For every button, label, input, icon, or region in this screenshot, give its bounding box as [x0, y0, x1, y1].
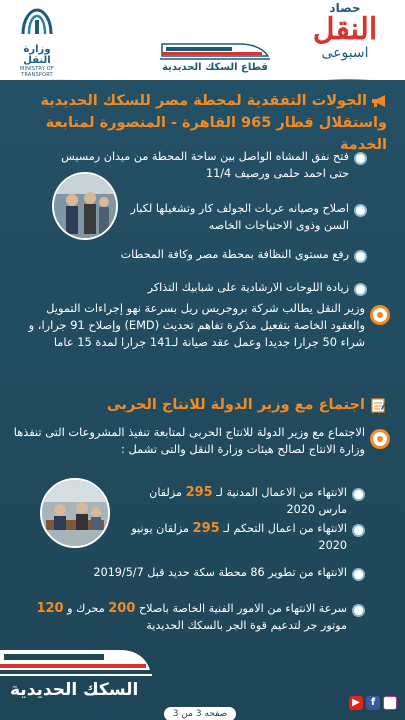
- section2-intro: الاجتماع مع وزير الدولة للانتاج الحربى لمتابعة تنفيذ المشروعات التى تنفذها وزارة الانتاج لصالح هيئات وزارة النقل والتى تشمل :: [13, 425, 365, 456]
- page-indicator: صفحه 3 من 3: [164, 707, 236, 720]
- bullet-dot: [356, 252, 365, 261]
- social-links: [346, 692, 397, 711]
- bullet-dot: [354, 606, 363, 615]
- brand-logo: [295, 2, 395, 68]
- instagram-icon[interactable]: [383, 696, 397, 710]
- notepad-icon: [371, 397, 387, 413]
- section2-item-number: 295: [192, 521, 220, 536]
- section2-item-text: مزلقان مارس 2020: [149, 486, 347, 516]
- section1-item: زيادة اللوحات الارشادية على شبابيك التذاكر: [147, 281, 349, 294]
- facebook-icon[interactable]: f: [366, 696, 380, 710]
- section1-item: فتح نفق المشاه الواصل بين ساحة المحطة من ميدان رمسيس حتى احمد حلمى ورصيف 11/4: [61, 150, 349, 180]
- bullet-ring: [373, 432, 387, 446]
- footer-train-icon: [0, 644, 152, 678]
- brand-bottom: اسبوعى: [321, 45, 369, 61]
- section2-item-text: محرك و: [63, 602, 109, 615]
- photo-station-visit: [52, 172, 118, 240]
- section2-item-text: الانتهاء من اعمال التحكم لـ: [219, 522, 347, 535]
- youtube-icon[interactable]: ▶: [349, 696, 363, 710]
- section1-title: [17, 90, 387, 156]
- megaphone-icon: [371, 94, 387, 108]
- section1-item: اصلاح وصيانه عربات الجولف كار وتشغيلها لكبار السن وذوى الاحتياجات الخاصه: [130, 202, 349, 232]
- bullet-dot: [356, 206, 365, 215]
- section2-item-number: 295: [185, 485, 213, 500]
- section1-main-point: وزير النقل يطالب شركة بروجريس ريل بسرعة نهو إجراءات التمويل والعقود الخاصة بتفعيل مذكرة تفاهم تحديث (EMD) وإصلاح 91 جرارا، و شراء 50 جرارا جديدا وعمل عقد صيانة لـ141 جرارا لمدة 15 عاما: [28, 301, 365, 349]
- footer-label: السكك الحديدية: [10, 680, 139, 700]
- section2-title-text: اجتماع مع وزير الدولة للانتاج الحربى: [106, 397, 365, 413]
- section2-item: [127, 520, 347, 554]
- bullet-dot: [356, 285, 365, 294]
- section2-item-text: موتور جر لتدعيم قوة الجر بالسكك الحديدية: [146, 619, 347, 632]
- ministry-emblem-icon: [17, 6, 57, 38]
- section2-title: [27, 394, 387, 416]
- section2-item-text: سرعة الانتهاء من الامور الفنية الخاصة باصلاح: [135, 602, 347, 615]
- section1-title-line2: واستقلال قطار 965 القاهرة - المنصورة لمتابعة الخدمة: [45, 115, 387, 153]
- bullet-dot: [354, 526, 363, 535]
- footer: [0, 640, 405, 720]
- section2-item-text: الانتهاء من تطوير 86 محطة سكة حديد قبل 2019/5/7: [93, 566, 347, 579]
- sector-label: قطاع السكك الحديدية: [162, 62, 268, 73]
- photo-meeting: [40, 478, 110, 548]
- bullet-ring: [373, 308, 387, 322]
- train-icon: [160, 38, 270, 60]
- bullet-dot: [356, 154, 365, 163]
- section2-item: [22, 600, 347, 634]
- ministry-logo: [14, 6, 60, 78]
- section2-item: [127, 484, 347, 518]
- section2-item-number: 120: [36, 601, 64, 616]
- ministry-name: وزارة النقل: [23, 44, 51, 66]
- brand-main: النقل: [312, 12, 378, 47]
- ministry-en-name: MINISTRY OF TRANSPORT: [19, 66, 55, 78]
- section1-title-line1: الجولات التفقدية لمحطة مصر للسكك الحديدية: [40, 93, 367, 109]
- content-area: [10, 86, 395, 706]
- header: [0, 0, 405, 84]
- section2-item: [27, 564, 347, 581]
- section2-item-text: مزلقان يونيو 2020: [131, 522, 347, 552]
- bullet-dot: [354, 570, 363, 579]
- brand-top: حصاد: [329, 1, 361, 15]
- section2-item-text: الانتهاء من الاعمال المدنية لـ: [212, 486, 347, 499]
- section1-item: رفع مستوى النظافة بمحطة مصر وكافة المحطات: [120, 248, 349, 261]
- section2-item-number: 200: [108, 601, 136, 616]
- bullet-dot: [354, 490, 363, 499]
